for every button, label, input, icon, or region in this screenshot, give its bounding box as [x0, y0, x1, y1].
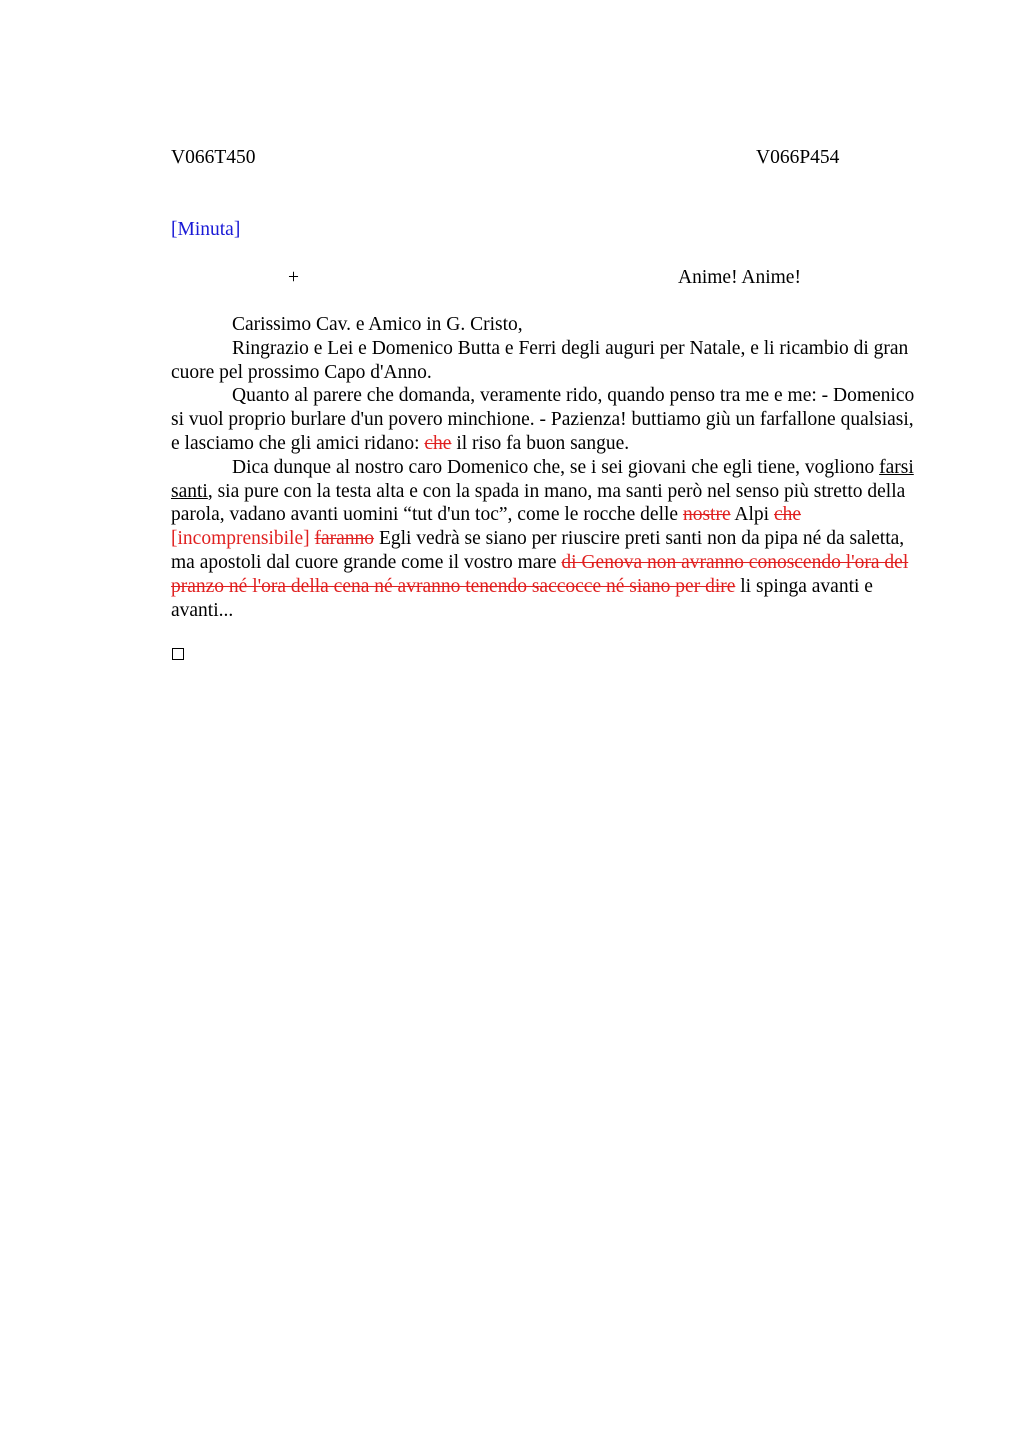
end-square-icon	[172, 648, 184, 660]
paragraph-2	[171, 384, 923, 455]
p3-text-a: Dica dunque al nostro caro Domenico che, se i sei giovani che egli tiene, vogliono	[232, 456, 880, 478]
cross-symbol: +	[288, 267, 299, 288]
p3-text-f: Egli vedrà se siano per riuscire preti santi non da pipa né da saletta, ma apostoli dal cuore grande come il vostro mare	[171, 528, 905, 573]
p3-text-b: , sia pure con la testa alta e con la spada in mano, ma santi però nel senso più stretto della parola, vadano avanti uomini “tut d'un toc”, come le rocche delle	[171, 480, 906, 526]
letter-body	[171, 313, 923, 622]
p2-text-a: Quanto al parere che domanda, veramente rido, quando penso tra me e me: - Domenico si vuol proprio burlare d'un povero minchione. - Pazienza! buttiamo giù un farfallone qualsiasi, e lasciamo che gli amici ridano:	[171, 385, 915, 454]
letter-greeting: Carissimo Cav. e Amico in G. Cristo,	[232, 314, 523, 335]
deleted-passage: di Genova non avranno conoscendo l'ora del pranzo né l'ora della cena né avranno tenendo saccocce né siano per dire	[171, 551, 909, 597]
deleted-word: nostre	[682, 504, 731, 526]
deleted-word: che	[424, 432, 452, 454]
deleted-word: faranno	[314, 528, 375, 550]
p2-text-b: il riso fa buon sangue.	[451, 432, 630, 454]
paragraph-1: Ringrazio e Lei e Domenico Butta e Ferri degli auguri per Natale, e li ricambio di gran cuore pel prossimo Capo d'Anno.	[171, 337, 909, 383]
document-code-right: V066P454	[756, 147, 840, 168]
underlined-phrase: farsi santi	[171, 456, 914, 502]
p3-text-c: Alpi	[730, 504, 774, 526]
minuta-label: [Minuta]	[171, 219, 241, 240]
editorial-note: [incomprensibile]	[171, 528, 310, 550]
document-code-left: V066T450	[171, 147, 256, 168]
motto: Anime! Anime!	[678, 267, 801, 288]
paragraph-3	[171, 456, 923, 623]
deleted-word: che	[773, 504, 802, 526]
p3-text-g: li spinga avanti e avanti...	[171, 575, 873, 621]
